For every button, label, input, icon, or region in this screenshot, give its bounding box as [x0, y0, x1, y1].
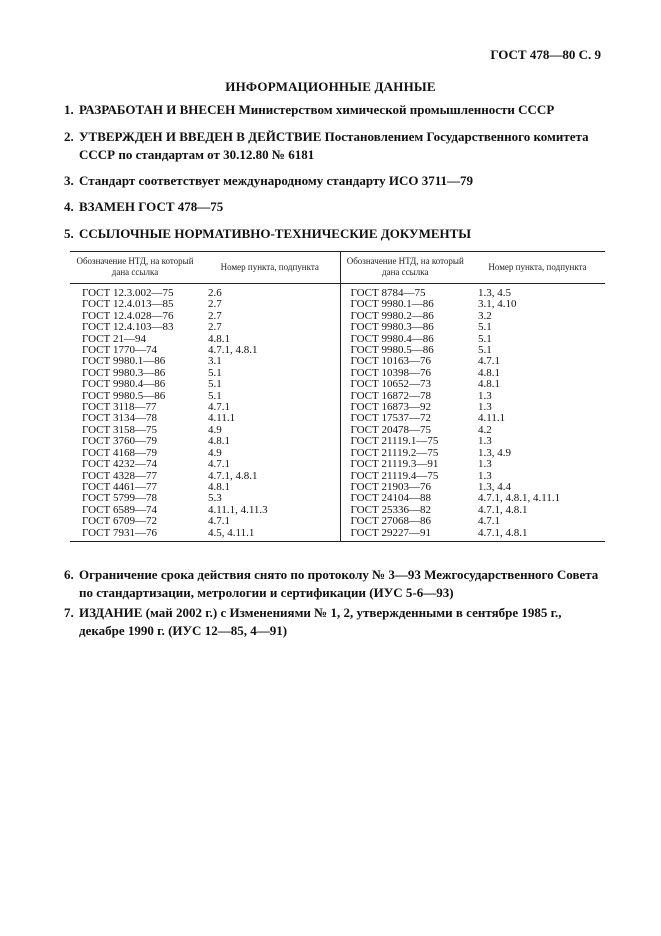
- document-cell: ГОСТ 16872—78: [340, 391, 470, 402]
- clause-cell: 5.1: [208, 378, 222, 391]
- clause-cell: 2.6: [208, 287, 222, 299]
- clause-cell: 4.11.1: [208, 412, 236, 425]
- clause-cell: 4.7.1, 4.8.1: [208, 344, 258, 357]
- clause-cell: 4.5, 4.11.1: [200, 528, 340, 542]
- document-cell: ГОСТ 3118—77: [82, 401, 157, 414]
- table-row: [70, 379, 605, 390]
- clause-cell: 5.1: [478, 344, 492, 357]
- clause-cell: 2.7: [208, 298, 222, 311]
- document-cell: ГОСТ 21—94: [82, 332, 146, 345]
- item-number: 6.: [64, 567, 74, 582]
- table-row: [70, 493, 605, 504]
- item-text: ССЫЛОЧНЫЕ НОРМАТИВНО-ТЕХНИЧЕСКИЕ ДОКУМЕНТЫ: [79, 226, 472, 241]
- item-text: Ограничение срока действия снято по протоколу № 3—93 Межгосударственного Совета по стандартизации, метрологии и сертификации (ИУС 5-6—93): [79, 567, 599, 600]
- column-header: Обозначение НТД, на который дана ссылка: [70, 252, 200, 284]
- item-number: 1.: [64, 102, 74, 117]
- document-cell: ГОСТ 9980.2—86: [340, 311, 470, 322]
- clause-cell: 5.1: [478, 321, 492, 334]
- document-cell: ГОСТ 5799—78: [82, 492, 157, 505]
- document-cell: ГОСТ 6589—74: [82, 503, 157, 516]
- item-3: [64, 172, 604, 190]
- document-cell: ГОСТ 12.3.002—75: [82, 287, 174, 299]
- table-row: [70, 322, 605, 333]
- item-4: [64, 198, 604, 216]
- document-cell: ГОСТ 20478—75: [340, 425, 470, 436]
- table-row: [70, 436, 605, 447]
- document-cell: ГОСТ 16873—92: [340, 402, 470, 413]
- clause-cell: 3.1: [208, 355, 222, 368]
- document-cell: ГОСТ 9980.3—86: [82, 366, 166, 379]
- clause-cell: 4.7.1, 4.8.1, 4.11.1: [478, 492, 561, 505]
- clause-cell: 4.8.1: [478, 378, 500, 391]
- clause-cell: 4.11.1: [478, 412, 506, 425]
- document-cell: ГОСТ 9980.5—86: [82, 389, 166, 402]
- document-cell: ГОСТ 9980.1—86: [82, 355, 166, 368]
- clause-cell: 4.8.1: [208, 480, 230, 493]
- clause-cell: 5.1: [208, 389, 222, 402]
- section-title: ИНФОРМАЦИОННЫЕ ДАННЫЕ: [225, 79, 436, 94]
- item-text: РАЗРАБОТАН И ВНЕСЕН Министерством химической промышленности СССР: [79, 102, 555, 117]
- column-header: Номер пункта, подпункта: [470, 252, 605, 284]
- document-cell: ГОСТ 4461—77: [82, 480, 157, 493]
- clause-cell: 1.3: [478, 389, 492, 402]
- document-cell: ГОСТ 9980.5—86: [340, 345, 470, 356]
- document-cell: ГОСТ 9980.3—86: [340, 322, 470, 333]
- clause-cell: 5.1: [208, 366, 222, 379]
- clause-cell: 4.7.1: [478, 515, 500, 528]
- item-text: ИЗДАНИЕ (май 2002 г.) с Изменениями № 1, 2, утвержденными в сентябре 1985 г., декабре 1990 г. (ИУС 12—85, 4—91): [79, 605, 562, 638]
- document-cell: ГОСТ 29227—91: [340, 528, 470, 542]
- page-header: ГОСТ 478—80 С. 9: [490, 47, 601, 62]
- item-number: 3.: [64, 173, 74, 188]
- document-cell: ГОСТ 9980.4—86: [82, 378, 166, 391]
- document-cell: ГОСТ 10163—76: [340, 356, 470, 367]
- item-6: [64, 566, 604, 602]
- document-cell: ГОСТ 7931—76: [70, 528, 200, 542]
- clause-cell: 4.9: [208, 446, 222, 459]
- table-row: [70, 284, 605, 300]
- clause-cell: 3.1, 4.10: [478, 298, 517, 311]
- item-text: ВЗАМЕН ГОСТ 478—75: [79, 199, 224, 214]
- clause-cell: 1.3, 4.9: [478, 446, 511, 459]
- references-table: [70, 251, 605, 542]
- clause-cell: 4.8.1: [208, 435, 230, 448]
- table-row: [70, 516, 605, 527]
- document-cell: ГОСТ 8784—75: [340, 284, 470, 300]
- document-cell: ГОСТ 21119.1—75: [340, 436, 470, 447]
- document-cell: ГОСТ 21903—76: [340, 482, 470, 493]
- document-cell: ГОСТ 10652—73: [340, 379, 470, 390]
- document-cell: ГОСТ 3158—75: [82, 423, 157, 436]
- item-5: [64, 225, 604, 243]
- clause-cell: 1.3: [478, 469, 492, 482]
- document-cell: ГОСТ 12.4.028—76: [82, 309, 174, 322]
- document-cell: ГОСТ 9980.4—86: [340, 334, 470, 345]
- item-number: 7.: [64, 605, 74, 620]
- document-cell: ГОСТ 21119.4—75: [340, 471, 470, 482]
- clause-cell: 4.2: [478, 423, 492, 436]
- item-2: [64, 128, 604, 164]
- clause-cell: 2.7: [208, 321, 222, 334]
- item-number: 2.: [64, 129, 74, 144]
- clause-cell: 1.3, 4.5: [478, 287, 511, 299]
- clause-cell: 1.3: [478, 435, 492, 448]
- document-cell: ГОСТ 21119.3—91: [340, 459, 470, 470]
- item-number: 4.: [64, 199, 74, 214]
- clause-cell: 2.7: [208, 309, 222, 322]
- document-cell: ГОСТ 4168—79: [82, 446, 157, 459]
- document-cell: ГОСТ 3760—79: [82, 435, 157, 448]
- clause-cell: 4.8.1: [478, 366, 500, 379]
- clause-cell: 4.11.1, 4.11.3: [208, 503, 268, 516]
- table-header-row: [70, 252, 605, 284]
- clause-cell: 4.7.1: [208, 401, 230, 414]
- clause-cell: 3.2: [478, 309, 492, 322]
- document-cell: ГОСТ 10398—76: [340, 368, 470, 379]
- document-cell: ГОСТ 27068—86: [340, 516, 470, 527]
- column-header: Обозначение НТД, на который дана ссылка: [340, 252, 470, 284]
- clause-cell: 1.3, 4.4: [478, 480, 511, 493]
- document-cell: ГОСТ 9980.1—86: [340, 299, 470, 310]
- item-1: [64, 101, 604, 119]
- document-cell: ГОСТ 12.4.103—83: [82, 321, 174, 334]
- clause-cell: 1.3: [478, 401, 492, 414]
- clause-cell: 5.1: [478, 332, 492, 345]
- document-cell: ГОСТ 3134—78: [82, 412, 157, 425]
- item-7: [64, 604, 604, 640]
- document-cell: ГОСТ 24104—88: [340, 493, 470, 504]
- column-header: Номер пункта, подпункта: [200, 252, 340, 284]
- clause-cell: 1.3: [478, 458, 492, 471]
- clause-cell: 5.3: [208, 492, 222, 505]
- document-cell: ГОСТ 21119.2—75: [340, 448, 470, 459]
- clause-cell: 4.9: [208, 423, 222, 436]
- clause-cell: 4.7.1: [478, 355, 500, 368]
- document-cell: ГОСТ 1770—74: [82, 344, 157, 357]
- document-cell: ГОСТ 6709—72: [82, 515, 157, 528]
- table-row: [70, 528, 605, 542]
- document-cell: ГОСТ 17537—72: [340, 413, 470, 424]
- document-cell: ГОСТ 25336—82: [340, 505, 470, 516]
- document-cell: ГОСТ 4328—77: [82, 469, 157, 482]
- item-text: Стандарт соответствует международному стандарту ИСО 3711—79: [79, 173, 474, 188]
- clause-cell: 4.7.1: [208, 458, 230, 471]
- clause-cell: 4.8.1: [208, 332, 230, 345]
- document-cell: ГОСТ 4232—74: [82, 458, 157, 471]
- clause-cell: 4.7.1, 4.8.1: [208, 469, 258, 482]
- document-cell: ГОСТ 12.4.013—85: [82, 298, 174, 311]
- item-number: 5.: [64, 226, 74, 241]
- clause-cell: 4.7.1: [208, 515, 230, 528]
- item-text: УТВЕРЖДЕН И ВВЕДЕН В ДЕЙСТВИЕ Постановлением Государственного комитета СССР по стандартам от 30.12.80 № 6181: [79, 129, 589, 162]
- clause-cell: 4.7.1, 4.8.1: [470, 528, 605, 542]
- table-row: [70, 459, 605, 470]
- clause-cell: 4.7.1, 4.8.1: [478, 503, 528, 516]
